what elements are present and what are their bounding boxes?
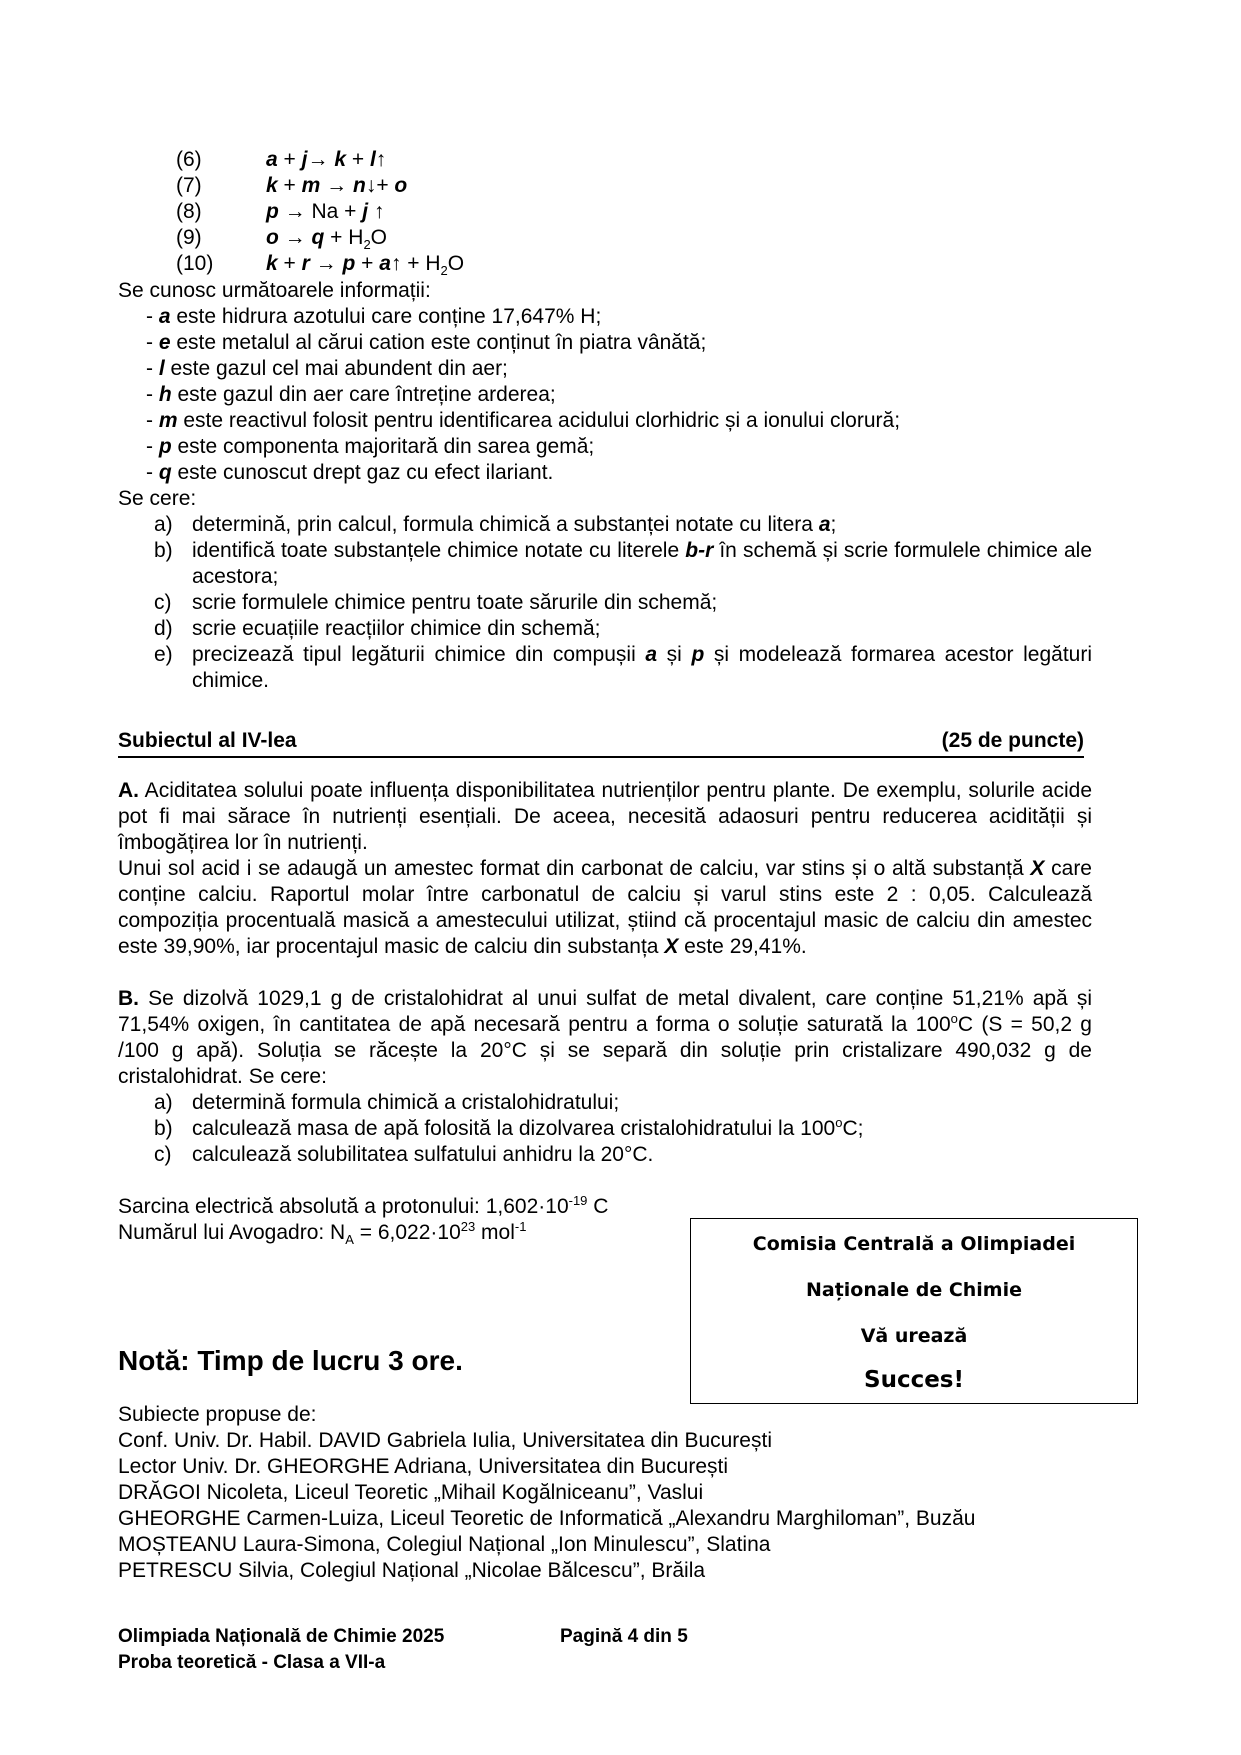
reaction-number: (9) bbox=[176, 226, 202, 249]
dash: - bbox=[146, 435, 159, 458]
exponent: -19 bbox=[568, 1193, 588, 1208]
text-run: în schemă și scrie formulele chimice ale acestora; bbox=[192, 539, 1093, 588]
reactant-r: r bbox=[301, 252, 310, 275]
operator: → bbox=[307, 148, 335, 171]
reaction-formula bbox=[266, 173, 407, 199]
reactant-m: m bbox=[301, 174, 321, 197]
page-number: Pagină 4 din 5 bbox=[560, 1626, 688, 1647]
reactant-k: k bbox=[266, 174, 278, 197]
reaction-number: (8) bbox=[176, 200, 202, 223]
operator: ↑ + H bbox=[390, 252, 441, 275]
degree-sup: o bbox=[950, 1011, 958, 1026]
info-text: este gazul din aer care întreține arderea; bbox=[171, 383, 556, 406]
reaction-formula bbox=[266, 199, 384, 225]
info-text: este reactivul folosit pentru identificarea acidului clorhidric și a ionului clorură; bbox=[177, 409, 901, 432]
reactant-j: j bbox=[301, 148, 308, 171]
operator: ↓+ bbox=[365, 174, 395, 197]
operator: ↑ bbox=[375, 148, 387, 171]
author-item: MOȘTEANU Laura-Simona, Colegiul Național „Ion Minulescu”, Slatina bbox=[118, 1533, 771, 1556]
item-text bbox=[192, 1116, 1092, 1142]
part-b-label: B. bbox=[118, 987, 139, 1010]
product-o: o bbox=[394, 174, 408, 197]
text-run: identifică toate substanțele chimice notate cu literele bbox=[192, 539, 686, 562]
requirement-item bbox=[154, 538, 1093, 588]
item-text: scrie ecuațiile reacțiilor chimice din schemă; bbox=[192, 617, 601, 640]
author-item: Lector Univ. Dr. GHEORGHE Adriana, Universitatea din București bbox=[118, 1455, 729, 1478]
item-label: b) bbox=[154, 1117, 173, 1140]
operator: → bbox=[309, 252, 343, 275]
requirement-item bbox=[154, 616, 601, 642]
info-text: este cunoscut drept gaz cu efect ilariant. bbox=[171, 461, 554, 484]
reactant-o: o bbox=[266, 226, 279, 249]
dash: - bbox=[146, 357, 159, 380]
info-text: este metalul al cărui cation este conținut în piatra vânătă; bbox=[170, 331, 707, 354]
reaction-number: (6) bbox=[176, 148, 202, 171]
product-p: p bbox=[342, 252, 356, 275]
product-a: a bbox=[379, 252, 391, 275]
box-line: Succes! bbox=[864, 1367, 964, 1393]
dash: - bbox=[146, 409, 159, 432]
exponent: -1 bbox=[514, 1219, 527, 1234]
subscript: A bbox=[345, 1232, 354, 1248]
info-text: este componenta majoritară din sarea gemă; bbox=[171, 435, 595, 458]
info-item bbox=[146, 330, 706, 356]
operator: O bbox=[370, 226, 388, 249]
paragraph-text: care conține calciu. Raportul molar între carbonatul de calciu și varul stins este 2 : 0,05. Calculează compoziția procentuală masică a amestecului utilizat, știind că procentajul masic de calciu din amestec este 39,90%, iar procentajul masic de calciu din substanța bbox=[118, 857, 1092, 958]
subscript: 2 bbox=[363, 237, 371, 253]
info-text: este gazul cel mai abundent din aer; bbox=[164, 357, 508, 380]
info-item bbox=[146, 434, 594, 460]
info-text: este hidrura azotului care conține 17,647% H; bbox=[170, 305, 602, 328]
letter: p bbox=[691, 643, 705, 666]
operator: → bbox=[278, 226, 312, 249]
letter: a bbox=[645, 643, 658, 666]
operator: + bbox=[346, 148, 370, 171]
info-letter: l bbox=[158, 357, 165, 380]
reaction-formula bbox=[266, 147, 386, 173]
unit: C bbox=[587, 1195, 609, 1218]
item-label: b) bbox=[154, 539, 173, 562]
operator: + bbox=[277, 252, 302, 275]
operator: + bbox=[277, 174, 302, 197]
dash: - bbox=[146, 383, 159, 406]
info-letter: m bbox=[158, 409, 178, 432]
requirement-item bbox=[154, 1142, 654, 1168]
text-run: ; bbox=[830, 513, 837, 536]
constant-text: Sarcina electrică absolută a protonului: 1,602·10 bbox=[118, 1195, 569, 1218]
reactant-p: p bbox=[266, 200, 279, 223]
product-q: q bbox=[311, 226, 325, 249]
footer-subtitle: Proba teoretică - Clasa a VII-a bbox=[118, 1652, 386, 1673]
item-text: determină formula chimică a cristalohidratului; bbox=[192, 1091, 620, 1114]
substance-x: X bbox=[1030, 857, 1045, 880]
requirement-item bbox=[154, 642, 1092, 692]
subject-heading bbox=[118, 728, 1084, 758]
subscript: 2 bbox=[440, 263, 448, 279]
exponent: 23 bbox=[460, 1219, 476, 1234]
dash: - bbox=[146, 305, 159, 328]
item-label: d) bbox=[154, 617, 173, 640]
success-box bbox=[690, 1218, 1138, 1404]
dash: - bbox=[146, 461, 159, 484]
degree-sup: o bbox=[835, 1115, 843, 1130]
time-note: Notă: Timp de lucru 3 ore. bbox=[118, 1345, 463, 1376]
avogadro-number bbox=[118, 1220, 526, 1246]
reaction-formula bbox=[266, 225, 387, 251]
item-text bbox=[192, 538, 1092, 590]
paragraph-text: Se dizolvă 1029,1 g de cristalohidrat al unui sulfat de metal divalent, care conține 51,21% apă și 71,54% oxigen, în cantitatea de apă necesară pentru a forma o soluție saturată la 100 bbox=[118, 987, 1092, 1036]
text-run: calculează masa de apă folosită la dizolvarea cristalohidratului la 100 bbox=[192, 1117, 836, 1140]
text-run: și modelează formarea acestor legături chimice. bbox=[192, 643, 1092, 692]
text-run: C; bbox=[842, 1117, 864, 1140]
info-letter: a bbox=[158, 305, 171, 328]
operator: + bbox=[355, 252, 380, 275]
product-l: l bbox=[369, 148, 376, 171]
info-letter: e bbox=[158, 331, 171, 354]
letter: a bbox=[818, 513, 831, 536]
author-item: DRĂGOI Nicoleta, Liceul Teoretic „Mihail Kogălniceanu”, Vaslui bbox=[118, 1481, 704, 1504]
author-item: Conf. Univ. Dr. Habil. DAVID Gabriela Iulia, Universitatea din București bbox=[118, 1429, 772, 1452]
info-item bbox=[146, 408, 900, 434]
item-label: e) bbox=[154, 643, 173, 666]
requirement-item bbox=[154, 1115, 864, 1142]
letter: b-r bbox=[685, 539, 714, 562]
operator: + H bbox=[324, 226, 364, 249]
item-label: c) bbox=[154, 591, 172, 614]
box-line: Vă urează bbox=[860, 1325, 968, 1347]
unit: mol bbox=[475, 1221, 515, 1244]
part-b-paragraph bbox=[118, 986, 1092, 1090]
text-run: precizează tipul legăturii chimice din compușii bbox=[192, 643, 646, 666]
part-a-problem bbox=[118, 856, 1092, 960]
item-text bbox=[192, 512, 1092, 538]
box-line: Comisia Centrală a Olimpiadei bbox=[752, 1233, 1076, 1255]
constant-text: Numărul lui Avogadro: N bbox=[118, 1221, 346, 1244]
operator: + bbox=[277, 148, 302, 171]
text-run: și bbox=[657, 643, 692, 666]
requirements-title: Se cere: bbox=[118, 487, 197, 510]
text-run: determină, prin calcul, formula chimică a substanței notate cu litera bbox=[192, 513, 819, 536]
proton-charge bbox=[118, 1194, 608, 1220]
subject-title: Subiectul al IV-lea bbox=[118, 729, 297, 752]
paragraph-text: este 29,41%. bbox=[678, 935, 807, 958]
requirement-item bbox=[154, 590, 718, 616]
author-item: GHEORGHE Carmen-Luiza, Liceul Teoretic de Informatică „Alexandru Marghiloman”, Buzău bbox=[118, 1507, 976, 1530]
product-n: n bbox=[352, 174, 366, 197]
item-label: a) bbox=[154, 1091, 173, 1114]
reaction-number: (7) bbox=[176, 174, 202, 197]
info-item bbox=[146, 460, 553, 486]
paragraph-text: Aciditatea solului poate influența disponibilitatea nutrienților pentru plante. De exemplu, solurile acide pot fi mai sărace în nutrienți esențiali. De aceea, necesită adaosuri pentru reducerea acidității și îmbogățirea lor în nutrienți. bbox=[118, 779, 1092, 854]
item-label: a) bbox=[154, 513, 173, 536]
reactant-a: a bbox=[266, 148, 278, 171]
product-j: j bbox=[362, 200, 369, 223]
subject-points: (25 de puncte) bbox=[941, 729, 1084, 752]
info-item bbox=[146, 382, 556, 408]
operator: O bbox=[447, 252, 465, 275]
dash: - bbox=[146, 331, 159, 354]
author-item: PETRESCU Silvia, Colegiul Național „Nicolae Bălcescu”, Brăila bbox=[118, 1559, 706, 1582]
item-text: calculează solubilitatea sulfatului anhidru la 20°C. bbox=[192, 1143, 654, 1166]
info-letter: p bbox=[158, 435, 172, 458]
paragraph-text: Unui sol acid i se adaugă un amestec format din carbonat de calciu, var stins și o altă substanță bbox=[118, 857, 1031, 880]
box-line: Naționale de Chimie bbox=[805, 1279, 1022, 1301]
reaction-formula bbox=[266, 251, 464, 277]
part-a-label: A. bbox=[118, 779, 139, 802]
operator: → Na + bbox=[278, 200, 363, 223]
footer-title: Olimpiada Națională de Chimie 2025 bbox=[118, 1626, 445, 1647]
reactant-k: k bbox=[266, 252, 278, 275]
item-text bbox=[192, 642, 1092, 694]
info-item bbox=[146, 356, 508, 382]
requirement-item bbox=[154, 512, 837, 538]
info-letter: q bbox=[158, 461, 172, 484]
paragraph-text: C (S = 50,2 g /100 g apă). Soluția se răcește la 20°C și se separă din soluție prin cristalizare 490,032 g de cristalohidrat. Se cere: bbox=[118, 1013, 1092, 1088]
operator: → bbox=[320, 174, 353, 197]
requirement-item bbox=[154, 1090, 620, 1116]
info-item bbox=[146, 304, 601, 330]
authors-title: Subiecte propuse de: bbox=[118, 1403, 317, 1426]
product-k: k bbox=[334, 148, 346, 171]
substance-x: X bbox=[664, 935, 679, 958]
known-info-title: Se cunosc următoarele informații: bbox=[118, 279, 431, 302]
reaction-number: (10) bbox=[176, 252, 214, 275]
constant-value: = 6,022·10 bbox=[353, 1221, 461, 1244]
info-letter: h bbox=[158, 383, 172, 406]
item-label: c) bbox=[154, 1143, 172, 1166]
item-text: scrie formulele chimice pentru toate sărurile din schemă; bbox=[192, 591, 718, 614]
part-a-paragraph bbox=[118, 778, 1092, 856]
operator: ↑ bbox=[368, 200, 385, 223]
